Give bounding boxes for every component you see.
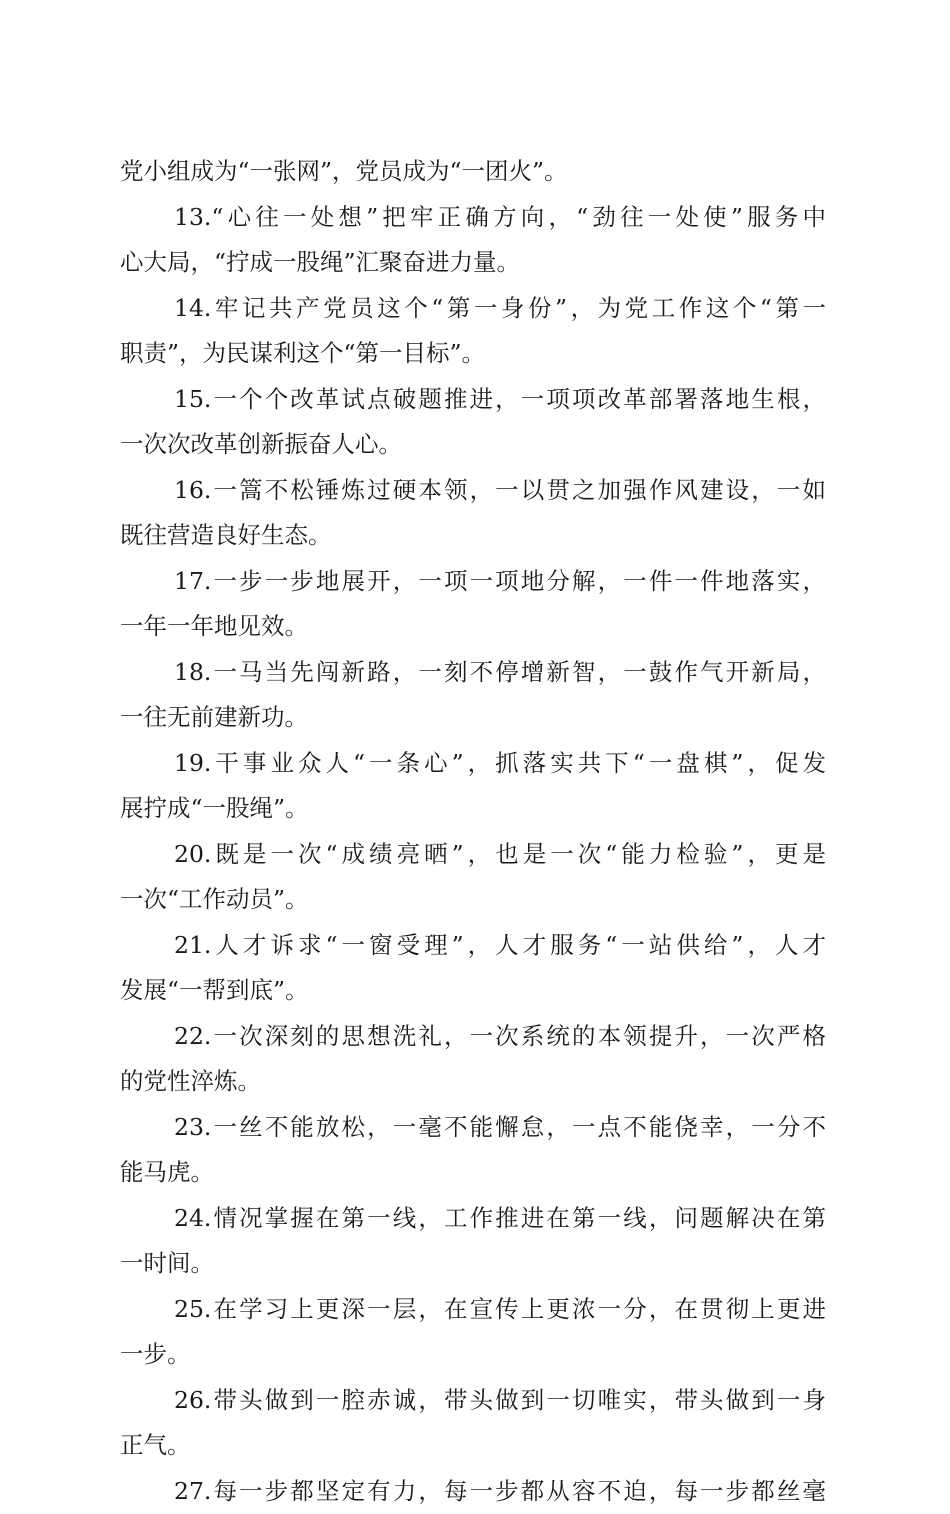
text-line: 能马虎。 [120,1150,826,1196]
text-line: 的党性淬炼。 [120,1059,826,1105]
text-line: 27.每一步都坚定有力，每一步都从容不迫，每一步都丝毫 [120,1469,826,1514]
text-line: 14.牢记共产党员这个“第一身份”，为党工作这个“第一 [120,286,826,332]
text-line: 职责”，为民谋利这个“第一目标”。 [120,331,826,377]
text-line: 16.一篙不松锤炼过硬本领，一以贯之加强作风建设，一如 [120,468,826,514]
text-line: 19.干事业众人“一条心”，抓落实共下“一盘棋”，促发 [120,741,826,787]
document-body [120,149,826,1514]
text-line: 一步。 [120,1332,826,1378]
text-line: 22.一次深刻的思想洗礼，一次系统的本领提升，一次严格 [120,1014,826,1060]
text-line: 一次“工作动员”。 [120,877,826,923]
text-line: 一时间。 [120,1241,826,1287]
text-line: 23.一丝不能放松，一毫不能懈怠，一点不能侥幸，一分不 [120,1105,826,1151]
text-line: 26.带头做到一腔赤诚，带头做到一切唯实，带头做到一身 [120,1378,826,1424]
text-line: 正气。 [120,1423,826,1469]
text-line: 既往营造良好生态。 [120,513,826,559]
text-line: 心大局，“拧成一股绳”汇聚奋进力量。 [120,240,826,286]
text-line: 25.在学习上更深一层，在宣传上更浓一分，在贯彻上更进 [120,1287,826,1333]
text-line: 20.既是一次“成绩亮晒”，也是一次“能力检验”，更是 [120,832,826,878]
text-line: 18.一马当先闯新路，一刻不停增新智，一鼓作气开新局， [120,650,826,696]
text-line: 发展“一帮到底”。 [120,968,826,1014]
text-line: 党小组成为“一张网”，党员成为“一团火”。 [120,149,826,195]
text-line: 一往无前建新功。 [120,695,826,741]
text-line: 展拧成“一股绳”。 [120,786,826,832]
text-line: 17.一步一步地展开，一项一项地分解，一件一件地落实， [120,559,826,605]
text-line: 15.一个个改革试点破题推进，一项项改革部署落地生根， [120,377,826,423]
text-line: 一次次改革创新振奋人心。 [120,422,826,468]
text-line: 13.“心往一处想”把牢正确方向，“劲往一处使”服务中 [120,195,826,241]
text-line: 一年一年地见效。 [120,604,826,650]
text-line: 24.情况掌握在第一线，工作推进在第一线，问题解决在第 [120,1196,826,1242]
text-line: 21.人才诉求“一窗受理”，人才服务“一站供给”，人才 [120,923,826,969]
